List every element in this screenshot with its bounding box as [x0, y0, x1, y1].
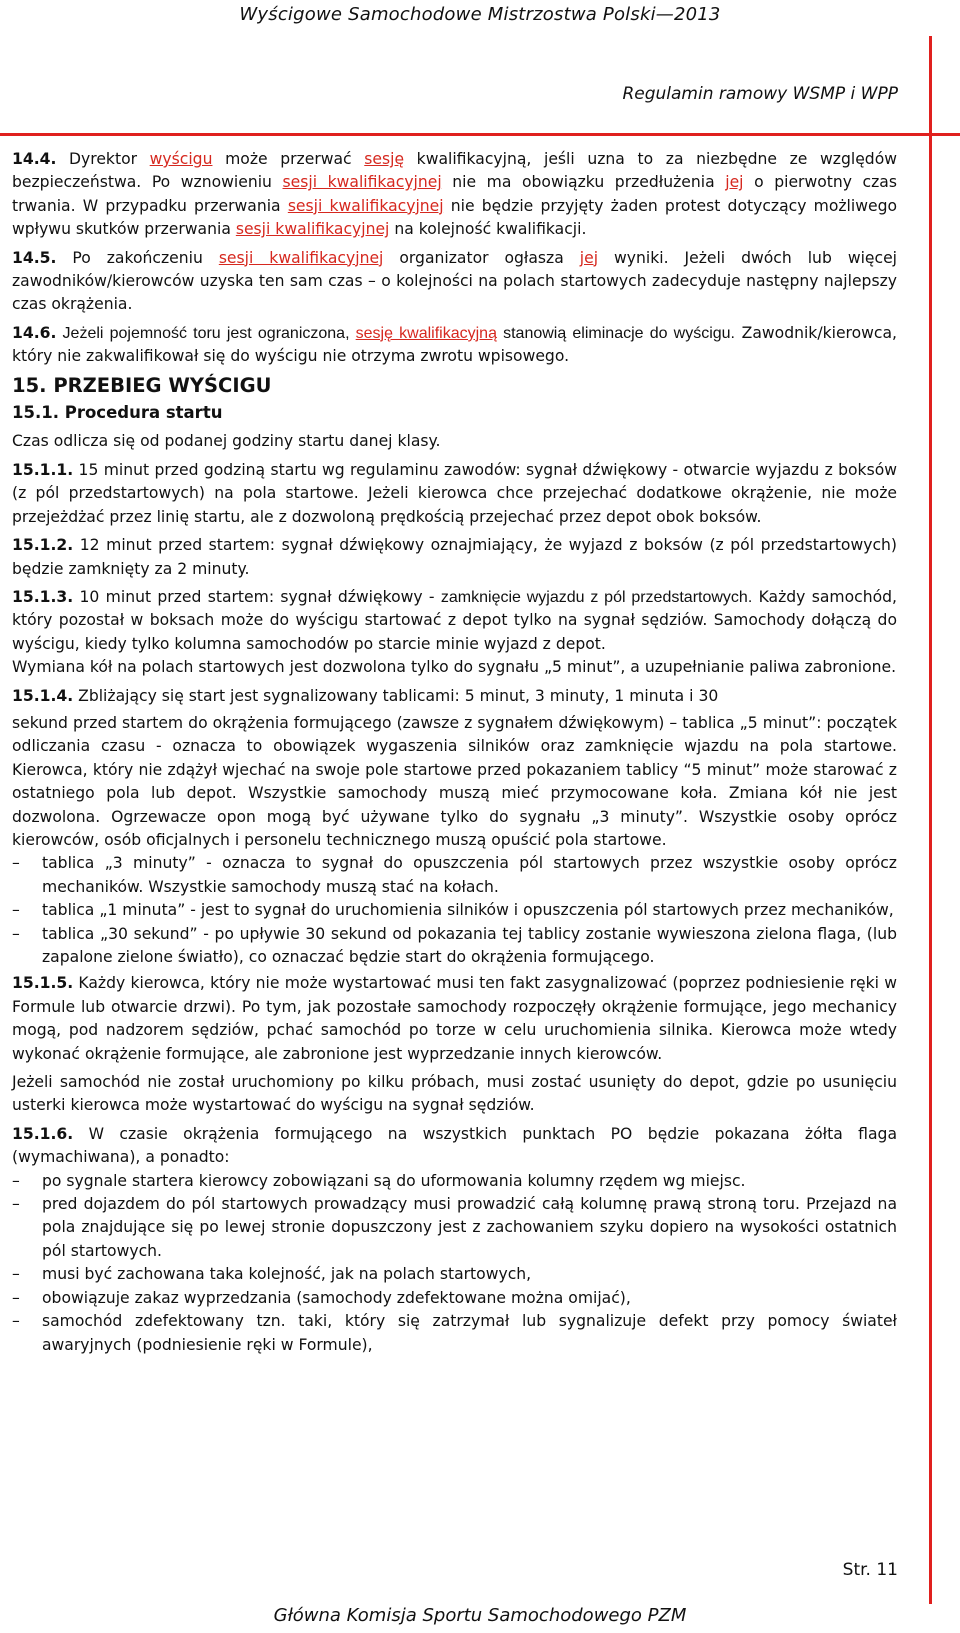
paragraph-14-6: 14.6. Jeżeli pojemność toru jest ograniczona, sesję kwalifikacyjną stanowią eliminacje do wyścigu. Zawodnik/kierowca, który nie zakwalifikował się do wyścigu nie otrzyma zwrotu wpisowego.: [12, 323, 897, 366]
section-heading-15: 15. PRZEBIEG WYŚCIGU: [12, 373, 272, 397]
paragraph-14-4: 14.4. Dyrektor wyścigu może przerwać sesję kwalifikacyjną, jeśli uzna to za niezbędne ze względów bezpieczeństwa. Po wznowieniu sesji kwalifikacyjnej nie ma obowiązku przedłużenia jej o pierwotny czas trwania. W przypadku przerwania sesji kwalifikacyjnej nie będzie przyjęty żaden protest dotyczący możliwego wpływu skutków przerwania sesji kwalifikacyjnej na kolejność kwalifikacji.: [12, 150, 898, 239]
header-divider-line: [0, 133, 960, 136]
list-item: – tablica „30 sekund” - po upływie 30 sekund od pokazania tej tablicy zostanie wywieszona zielona flaga, (lub zapalone zielone światło), co oznaczać będzie start do okrążenia formującego.: [12, 923, 897, 970]
paragraph-15-1-4: sekund przed startem do okrążenia formującego (zawsze z sygnałem dźwiękowym) – tablica „5 minut”: początek odliczania czasu - oznacza to obowiązek wygaszenia silników oraz zamknięcie wjazdu na pola startowe. Kierowca, który nie zdążył wjechać na swoje pole startowe przed pokazaniem tablicy “5 minut” może starować z ostatniego pola lub depot. Wszystkie samochody muszą mieć przymocowane koła. Zmiana kół nie jest dozwolona. Ogrzewacze opon mogą być używane tylko do sygnału „3 minuty”. Wszystkie osoby oprócz kierowców, osób oficjalnych i personelu technicznego muszą opuścić pola startowe.: [12, 713, 897, 849]
paragraph-15-1-intro: Czas odlicza się od podanej godziny startu danej klasy.: [12, 432, 441, 451]
section-number: 14.4.: [12, 150, 57, 168]
list-15-1-4: [12, 852, 897, 969]
link-sesja-kwalifikacyjna[interactable]: sesji kwalifikacyjnej: [282, 173, 442, 192]
section-number: 15.1.5.: [12, 974, 74, 993]
link-jej[interactable]: jej: [579, 248, 599, 267]
paragraph-15-1-3-wheels: Wymiana kół na polach startowych jest dozwolona tylko do sygnału „5 minut”, a uzupełnianie paliwa zabronione.: [12, 658, 897, 677]
link-sesja-kwalifikacyjna[interactable]: sesję kwalifikacyjną: [355, 324, 497, 342]
paragraph-15-1-3: 15.1.3. 10 minut przed startem: sygnał dźwiękowy - zamknięcie wyjazdu z pól przedstartowych. Każdy samochód, który pozostał w boksach może do wyścigu startować z depot tylko na sygnał sędziów. Samochody dołączą do wyścigu, kiedy tylko kolumna samochodów po starcie minie wyjazd z depot.: [12, 587, 897, 653]
list-item: – samochód zdefektowany tzn. taki, który się zatrzymał lub sygnalizuje defekt przy pomocy świateł awaryjnych (podniesienie ręki w Formule),: [12, 1310, 897, 1357]
paragraph-15-1-5-depot: Jeżeli samochód nie został uruchomiony po kilku próbach, musi zostać usunięty do depot, gdzie po usunięciu usterki kierowca może wystartować do wyścigu na sygnał sędziów.: [12, 1073, 897, 1115]
section-number: 15.1.6.: [12, 1124, 74, 1143]
link-wyscig[interactable]: wyścigu: [149, 150, 213, 168]
paragraph-15-1-2: 15.1.2. 12 minut przed startem: sygnał dźwiękowy oznajmiający, że wyjazd z boksów (z pól przedstartowych) będzie zamknięty za 2 minuty.: [12, 536, 897, 578]
margin-vertical-line: [929, 36, 932, 1604]
paragraph-15-1-5: 15.1.5. Każdy kierowca, który nie może wystartować musi ten fakt zasygnalizować (poprzez podniesienie ręki w Formule lub otwarcie drzwi). Po tym, jak pozostałe samochody rozpoczęły okrążenie formujące, jego mechanicy mogą, pod nadzorem sędziów, pchać samochód po torze w celu uruchomienia silnika. Kierowca może wtedy wykonać okrążenie formujące, ale zabronione jest wyprzedzanie innych kierowców.: [12, 974, 897, 1063]
list-item: – tablica „3 minuty” - oznacza to sygnał do opuszczenia pól startowych przez wszystkie osoby oprócz mechaników. Wszystkie samochody muszą stać na kołach.: [12, 852, 897, 899]
section-number: 14.6.: [12, 323, 57, 342]
list-item: – tablica „1 minuta” - jest to sygnał do uruchomienia silników i opuszczenia pól startowych przez mechaników,: [12, 899, 897, 922]
section-number: 15.1.3.: [12, 587, 74, 606]
section-number: 15.1.4.: [12, 686, 74, 705]
link-sesja-kwalifikacyjna[interactable]: sesji kwalifikacyjnej: [218, 248, 384, 267]
paragraph-15-1-1: 15.1.1. 15 minut przed godziną startu wg regulaminu zawodów: sygnał dźwiękowy - otwarcie wyjazdu z boksów (z pól przedstartowych) na pola startowe. Jeżeli kierowca chce przejechać dodatkowe okrążenie, nie może przejeżdżać przez linię startu, ale z dozwoloną prędkością przejechać przez depot obok boksów.: [12, 460, 897, 526]
paragraph-15-1-4-line1: 15.1.4. Zbliżający się start jest sygnalizowany tablicami: 5 minut, 3 minuty, 1 minuta i 30: [12, 686, 719, 705]
subsection-heading-15-1: 15.1. Procedura startu: [12, 403, 223, 423]
link-sesja-kwalifikacyjna[interactable]: sesji kwalifikacyjnej: [287, 196, 444, 215]
section-number: 14.5.: [12, 248, 57, 267]
list-item: – pred dojazdem do pól startowych prowadzący musi prowadzić całą kolumnę prawą stroną toru. Przejazd na pola znajdujące się po lewej stronie dopuszczony jest z zachowaniem szyku dopiero na wysokości ostatnich pól startowych.: [12, 1193, 897, 1263]
list-item: – musi być zachowana taka kolejność, jak na polach startowych,: [12, 1263, 897, 1286]
document-header-subtitle: Regulamin ramowy WSMP i WPP: [622, 84, 898, 104]
link-sesja[interactable]: sesję: [364, 150, 405, 168]
page-number: Str. 11: [842, 1560, 898, 1580]
paragraph-15-1-6: 15.1.6. W czasie okrążenia formującego na wszystkich punktach PO będzie pokazana żółta flaga (wymachiwana), a ponadto:: [12, 1124, 897, 1167]
link-sesja-kwalifikacyjna[interactable]: sesji kwalifikacyjnej: [235, 220, 390, 239]
list-item: – obowiązuje zakaz wyprzedzania (samochody zdefektowane można omijać),: [12, 1287, 897, 1310]
paragraph-14-5: 14.5. Po zakończeniu sesji kwalifikacyjnej organizator ogłasza jej wyniki. Jeżeli dwóch lub więcej zawodników/kierowców uzyska ten sam czas – o kolejności na polach startowych zadecyduje następny najlepszy czas okrążenia.: [12, 248, 897, 314]
link-jej[interactable]: jej: [725, 173, 744, 192]
section-number: 15.1.2.: [12, 536, 74, 555]
document-body: [12, 148, 897, 1360]
document-footer: Główna Komisja Sportu Samochodowego PZM: [273, 1605, 687, 1626]
list-15-1-6: [12, 1170, 897, 1357]
section-number: 15.1.1.: [12, 460, 74, 479]
list-item: – po sygnale startera kierowcy zobowiązani są do uformowania kolumny rzędem wg miejsc.: [12, 1170, 897, 1193]
document-header-title: Wyścigowe Samochodowe Mistrzostwa Polski—2013: [239, 4, 721, 25]
